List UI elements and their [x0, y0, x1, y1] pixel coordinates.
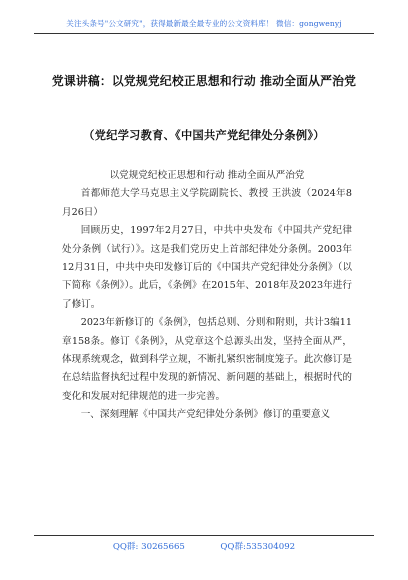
page-header-notice: 关注头条号"公文研究"，获得最新最全最专业的公文资料库！ 微信：gongwenyj — [34, 18, 374, 34]
body-paragraph: 回顾历史，1997年2月27日，中共中央发布《中国共产党纪律处分条例（试行）》。这是我们党历史上首部纪律处分条例。2003年12月31日，中共中央印发修订后的《中国共产党纪律处分条例》（以下简称《条例》）。此后，《条例》在2015年、2018年及2023年进行了修订。 — [62, 225, 352, 310]
document-subtitle: （党纪学习教育、《中国共产党纪律处分条例》） — [83, 128, 325, 142]
author-line: 首都师范大学马克思主义学院副院长、教授 王洪波（2024年8月26日） — [62, 188, 352, 218]
body-paragraph: 2023年新修订的《条例》，包括总则、分则和附则，共计3编11章158条。修订《条例》，从党章这个总源头出发，坚持全面从严，体现系统观念，做到科学立规，不断扎紧织密制度笼子。此次修订是在总结监督执纪过程中发现的新情况、新问题的基础上，根据时代的变化和发展对纪律规范的进一步完善。 — [62, 317, 352, 402]
document-body — [62, 167, 352, 425]
footer-qq-group-1: QQ群: 30265665 — [112, 542, 185, 552]
section-heading: 一、深刻理解《中国共产党纪律处分条例》修订的重要意义 — [80, 409, 331, 421]
footer-qq-group-2: QQ群:535304092 — [220, 542, 296, 552]
heading-line: 以党规党纪校正思想和行动 推动全面从严治党 — [109, 170, 305, 181]
page-footer — [34, 535, 374, 552]
document-title: 党课讲稿：以党规党纪校正思想和行动 推动全面从严治党 — [51, 74, 357, 88]
